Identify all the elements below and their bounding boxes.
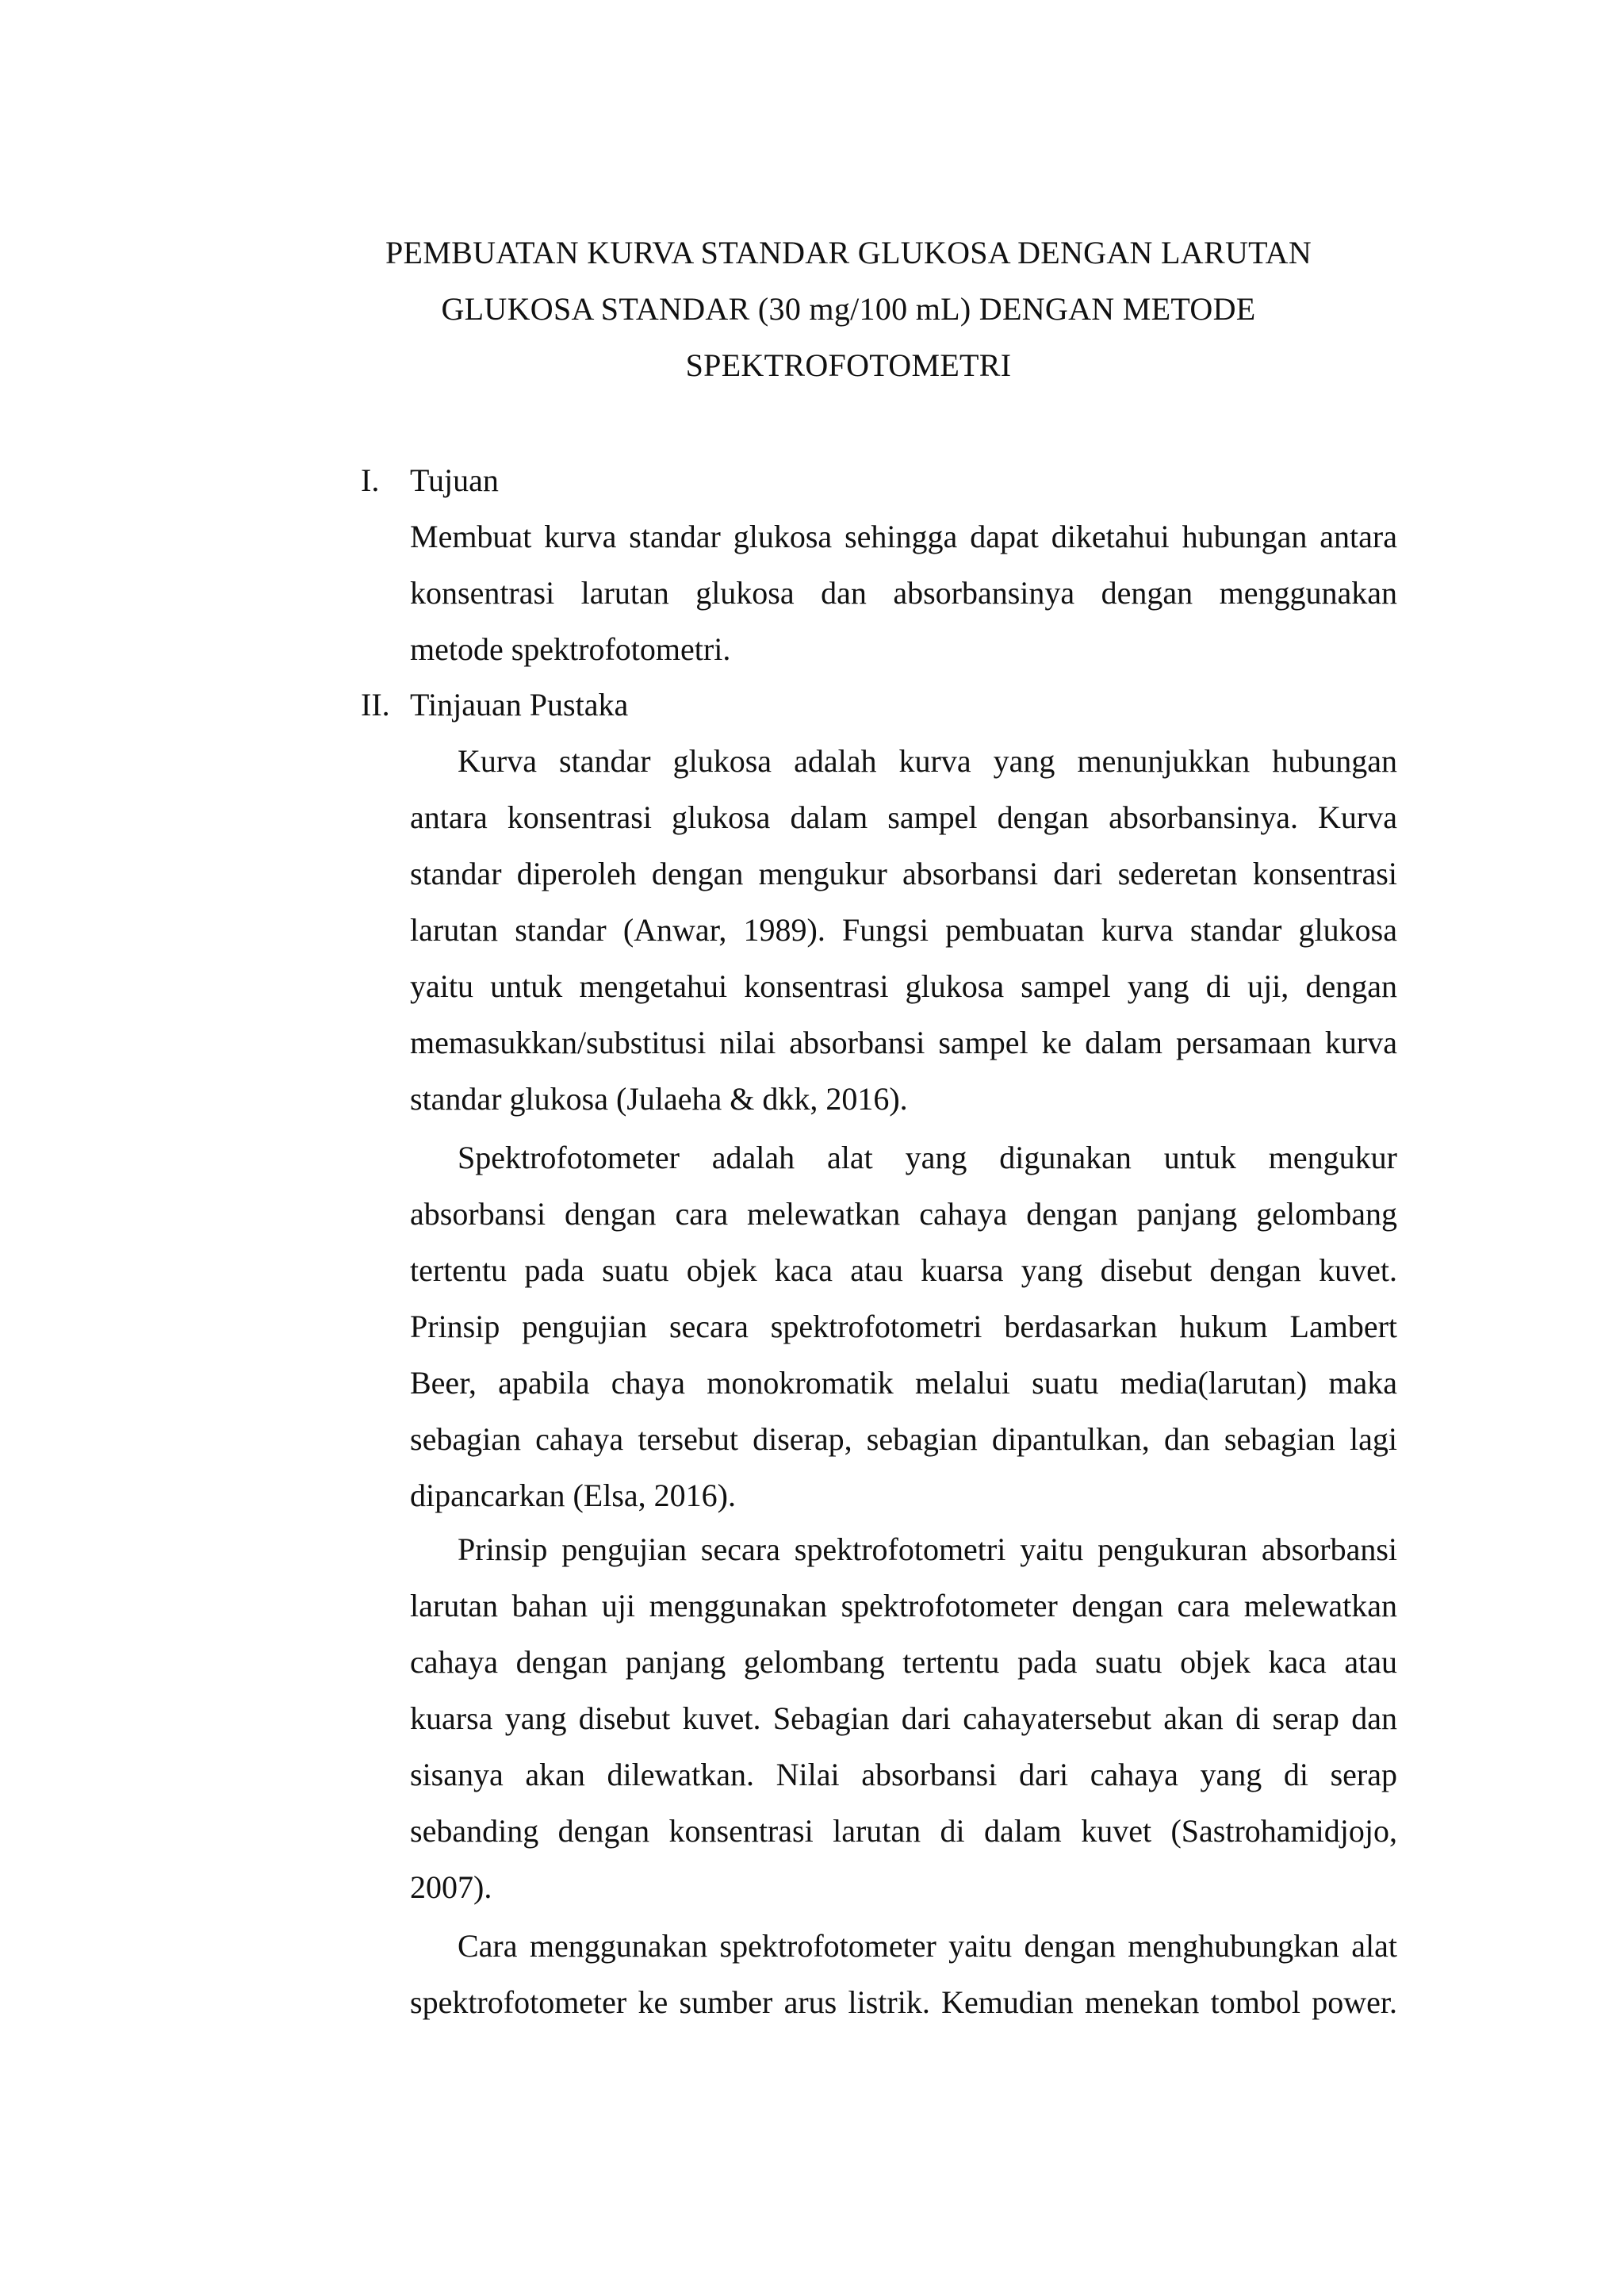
text-line: larutan bahan uji menggunakan spektrofotometer dengan cara melewatkan [410,1588,1397,1623]
text-line: Beer, apabila chaya monokromatik melalui suatu media(larutan) maka [410,1365,1397,1401]
text-line: sisanya akan dilewatkan. Nilai absorbansi dari cahaya yang di serap [410,1757,1397,1792]
text-line: sebagian cahaya tersebut diserap, sebagian dipantulkan, dan sebagian lagi [410,1421,1397,1457]
text-line: larutan standar (Anwar, 1989). Fungsi pembuatan kurva standar glukosa [410,912,1397,948]
paragraph-tujuan [410,508,1397,677]
title-line: GLUKOSA STANDAR (30 mg/100 mL) DENGAN METODE [441,291,1256,327]
text-line: yaitu untuk mengetahui konsentrasi glukosa sampel yang di uji, dengan [410,968,1397,1004]
text-line: absorbansi dengan cara melewatkan cahaya dengan panjang gelombang [410,1196,1397,1232]
title-line: SPEKTROFOTOMETRI [685,347,1012,383]
paragraph-tinjauan-1 [410,733,1397,1127]
section-heading-label: Tujuan [410,462,499,498]
text-line: dipancarkan (Elsa, 2016). [410,1478,736,1513]
paragraph-tinjauan-3 [410,1521,1397,1915]
paragraph-tinjauan-2 [410,1129,1397,1524]
text-line: cahaya dengan panjang gelombang tertentu pada suatu objek kaca atau [410,1644,1397,1680]
text-line: standar diperoleh dengan mengukur absorbansi dari sederetan konsentrasi [410,856,1397,891]
text-line: Cara menggunakan spektrofotometer yaitu dengan menghubungkan alat [458,1928,1397,1964]
text-line: metode spektrofotometri. [410,631,731,667]
text-line: konsentrasi larutan glukosa dan absorbansinya dengan menggunakan [410,575,1397,611]
text-line: Prinsip pengujian secara spektrofotometri yaitu pengukuran absorbansi [458,1531,1397,1567]
text-line: spektrofotometer ke sumber arus listrik. Kemudian menekan tombol power. [410,1984,1397,2020]
section-number: II. [361,687,390,723]
text-line: kuarsa yang disebut kuvet. Sebagian dari cahayatersebut akan di serap dan [410,1700,1397,1736]
section-number: I. [361,462,380,498]
text-line: standar glukosa (Julaeha & dkk, 2016). [410,1081,908,1117]
text-line: Membuat kurva standar glukosa sehingga dapat diketahui hubungan antara [410,519,1397,554]
text-line: tertentu pada suatu objek kaca atau kuarsa yang disebut dengan kuvet. [410,1252,1397,1288]
text-line: Prinsip pengujian secara spektrofotometri berdasarkan hukum Lambert [410,1309,1397,1344]
text-line: Kurva standar glukosa adalah kurva yang menunjukkan hubungan [458,743,1397,779]
text-line: 2007). [410,1869,492,1905]
section-heading-label: Tinjauan Pustaka [410,687,629,723]
text-line: sebanding dengan konsentrasi larutan di dalam kuvet (Sastrohamidjojo, [410,1813,1397,1849]
document-title [333,224,1364,393]
text-line: memasukkan/substitusi nilai absorbansi sampel ke dalam persamaan kurva [410,1025,1397,1060]
text-line: antara konsentrasi glukosa dalam sampel dengan absorbansinya. Kurva [410,799,1397,835]
paragraph-tinjauan-4 [410,1918,1397,2030]
title-line: PEMBUATAN KURVA STANDAR GLUKOSA DENGAN LARUTAN [385,235,1312,270]
text-line: Spektrofotometer adalah alat yang digunakan untuk mengukur [458,1140,1397,1175]
